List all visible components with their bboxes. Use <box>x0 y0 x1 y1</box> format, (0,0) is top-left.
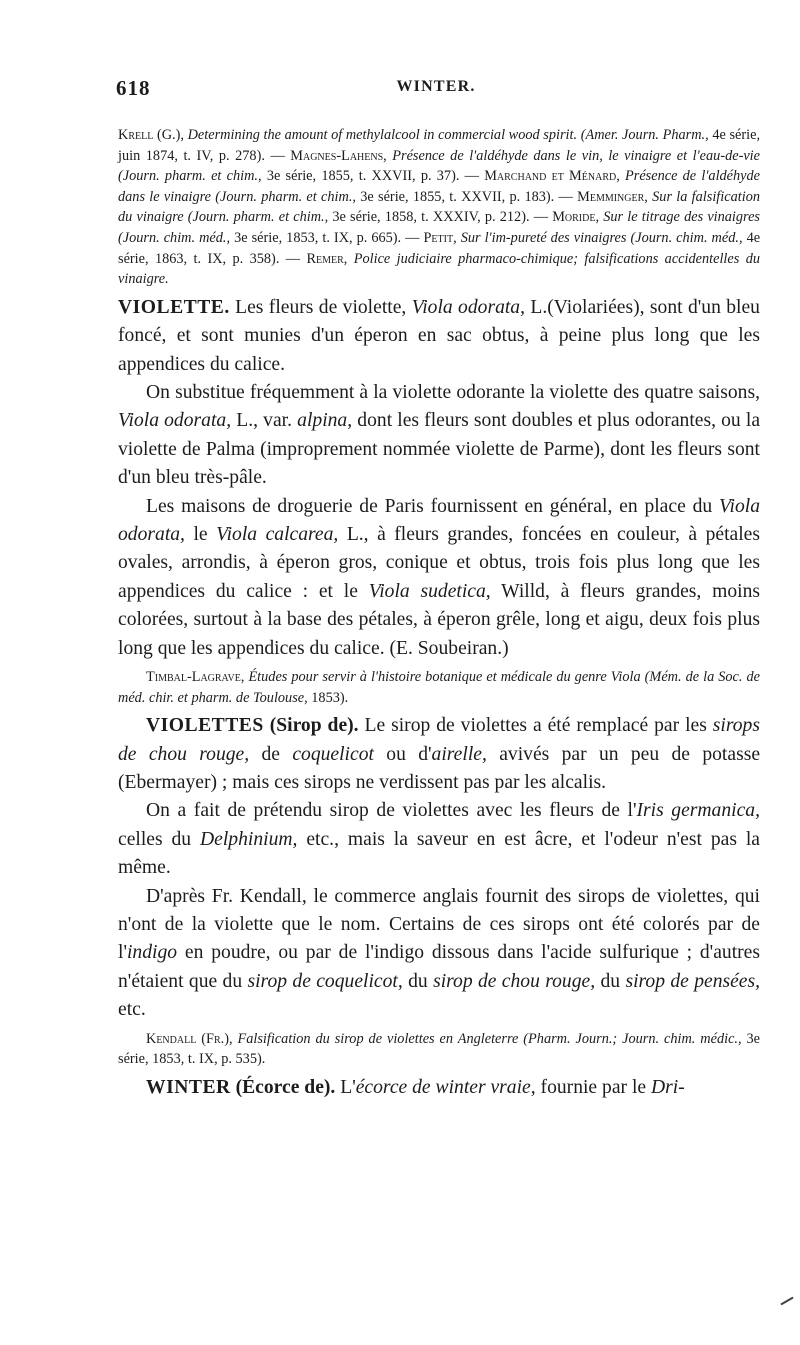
ref-details: 4e série, juin 1874, t. IV, p. 278). — <box>118 127 761 164</box>
ref-author: Krell (G.), <box>118 127 184 143</box>
ref-title: Determining the amount of methylalcool in commercial wood spirit. <box>187 127 578 143</box>
ref-title: Études pour servir à l'histoire botanique et médicale du genre Viola <box>248 669 641 686</box>
text: Les fleurs de violette, <box>235 296 407 318</box>
emphasis: sirops de chou rouge, <box>118 715 760 765</box>
entry-subheading: (Écorce de). <box>235 1076 336 1098</box>
paragraph <box>118 883 760 1025</box>
ref-title: Sur la falsification du vinaigre <box>118 188 760 226</box>
species-name: Viola odorata, <box>118 495 760 545</box>
page-number: 618 <box>116 76 151 100</box>
text: Le sirop de violettes a été remplacé par les <box>364 715 707 737</box>
paragraph <box>118 797 760 882</box>
text: fournie par le <box>540 1076 647 1098</box>
ref-details: 3e série, 1855, t. XXVII, p. 37). — <box>266 168 479 185</box>
ref-author: Kendall (Fr.), <box>146 1030 233 1047</box>
ref-journal: (Journ. chim. méd., <box>118 229 231 246</box>
page-header <box>116 76 756 106</box>
text: celles du <box>118 828 192 850</box>
emphasis: indigo <box>126 942 178 964</box>
entry-violettes <box>118 712 760 797</box>
ref-details: 3e série, 1855, t. XXVII, p. 183). — <box>360 188 573 205</box>
entry-winter <box>118 1074 760 1102</box>
ref-journal: (Journ. pharm. et chim., <box>215 188 356 205</box>
text: L' <box>340 1076 356 1098</box>
entry-violette <box>118 294 760 379</box>
emphasis: airelle, <box>431 743 487 765</box>
emphasis: Dri- <box>651 1076 685 1098</box>
ref-title: Sur le titrage des vinaigres <box>603 209 760 226</box>
emphasis: sirop de coquelicot, <box>247 970 403 992</box>
ref-author: Petit, <box>423 229 457 246</box>
text: L.(Violariées), sont d'un bleu foncé, et sont munies d'un éperon en sac obtus, à peine plus long que les appendices du calice. <box>118 296 760 375</box>
text: etc., mais la saveur en est âcre, et l'odeur n'est pas la même. <box>118 828 760 879</box>
entry-heading: VIOLETTES <box>146 715 264 737</box>
text: avivés par un peu de potasse (Ebermayer) ; mais ces sirops ne verdissent pas par les alcalis. <box>118 743 761 794</box>
species-name: Viola calcarea, <box>216 524 339 545</box>
emphasis: coquelicot <box>292 743 374 765</box>
entry-subheading: (Sirop de). <box>269 715 359 737</box>
emphasis: sirop de chou rouge, <box>433 970 596 992</box>
ref-journal: (Journ. pharm. et chim., <box>187 209 329 226</box>
ref-journal: (Journ. pharm. et chim., <box>118 168 262 185</box>
species-name: Viola sudetica, <box>368 580 491 602</box>
bibliography-paragraph <box>118 667 760 708</box>
ref-title: Police judiciaire pharmaco-chimique; falsifications accidentelles du vinaigre. <box>118 250 760 288</box>
text: L., à fleurs grandes, foncées en couleur, à pétales ovales, arrondis, à éperon gros, conique et obtus, trois fois plus long que les appendices du calice : et le <box>118 524 760 602</box>
ref-details: 3e série, 1853, t. IX, p. 665). — <box>234 229 420 246</box>
ref-author: Remer, <box>306 250 348 267</box>
text: D'après Fr. Kendall, le commerce anglais fournit des sirops de violettes, qui n'ont de la violette que le nom. Certains de ces sirops ont été colorés par de l' <box>118 885 760 964</box>
paragraph <box>118 493 760 663</box>
ref-author: Timbal-Lagrave, <box>146 669 245 686</box>
species-name: Viola odorata, <box>118 410 232 432</box>
species-name: Delphinium, <box>200 828 298 850</box>
ref-details: 4e série, 1863, t. IX, p. 358). — <box>118 229 761 267</box>
ref-author: Moride, <box>552 209 600 226</box>
bibliography-paragraph <box>118 1029 760 1070</box>
emphasis: écorce de winter vraie, <box>355 1076 536 1098</box>
ref-author: Marchand et Ménard, <box>484 168 620 185</box>
ref-journal: (Mém. de la Soc. de méd. chir. et pharm. de Toulouse, <box>118 669 760 706</box>
text: ou d' <box>386 743 432 765</box>
text: le <box>193 524 208 545</box>
text: du <box>600 970 621 992</box>
ref-details: 3e série, 1853, t. IX, p. 535). <box>118 1030 761 1068</box>
species-name: alpina, <box>297 410 353 432</box>
running-title: WINTER. <box>396 78 476 95</box>
species-name: Iris germanica, <box>636 800 760 822</box>
text: On substitue fréquemment à la violette odorante la violette des quatre saisons, <box>146 381 760 403</box>
text: du <box>408 970 428 992</box>
ref-journal: (Journ. chim. méd., <box>630 229 743 246</box>
ref-title: Présence de l'aldéhyde dans le vinaigre <box>118 168 761 205</box>
ref-details: 1853). <box>311 689 349 706</box>
entry-heading: VIOLETTE. <box>118 296 230 318</box>
emphasis: sirop de pensées, <box>625 970 761 992</box>
text: dont les fleurs sont doubles et plus odorantes, ou la violette de Palma (improprement nommée violette de Parme), dont les fleurs sont d'un bleu très-pâle. <box>118 410 761 489</box>
paragraph <box>118 379 760 493</box>
ref-journal: (Amer. Journ. Pharm., <box>580 127 709 143</box>
ref-author: Magnes-Lahens, <box>290 147 387 164</box>
entry-heading: WINTER <box>146 1076 231 1098</box>
ref-title: Présence de l'aldéhyde dans le vin, le vinaigre et l'eau-de-vie <box>392 147 760 164</box>
species-name: Viola odorata, <box>411 296 526 318</box>
text: Willd, à fleurs grandes, moins colorées, surtout à la base des pétales, à éperon grêle, long et aigu, deux fois plus long que les appendices du calice. (E. Soubeiran.) <box>118 580 761 659</box>
text: L., var. <box>236 410 292 432</box>
ref-journal: (Pharm. Journ.; Journ. chim. médic., <box>523 1030 742 1047</box>
ref-author: Memminger, <box>577 188 648 205</box>
text: etc. <box>118 999 146 1021</box>
text: en poudre, ou par de l'indigo dissous dans l'acide sulfurique ; d'autres n'étaient que du <box>118 942 760 992</box>
ref-details: 3e série, 1858, t. XXXIV, p. 212). — <box>332 209 549 226</box>
text: On a fait de prétendu sirop de violettes avec les fleurs de l' <box>146 800 637 822</box>
text: Les maisons de droguerie de Paris fournissent en général, en place du <box>146 495 713 517</box>
ref-title: Sur l'im-pureté des vinaigres <box>460 229 627 246</box>
ref-title: Falsification du sirop de violettes en Angleterre <box>237 1030 519 1047</box>
margin-mark <box>780 1297 793 1306</box>
bibliography-paragraph <box>118 125 760 290</box>
page-body <box>118 125 760 1102</box>
text: de <box>261 743 280 765</box>
